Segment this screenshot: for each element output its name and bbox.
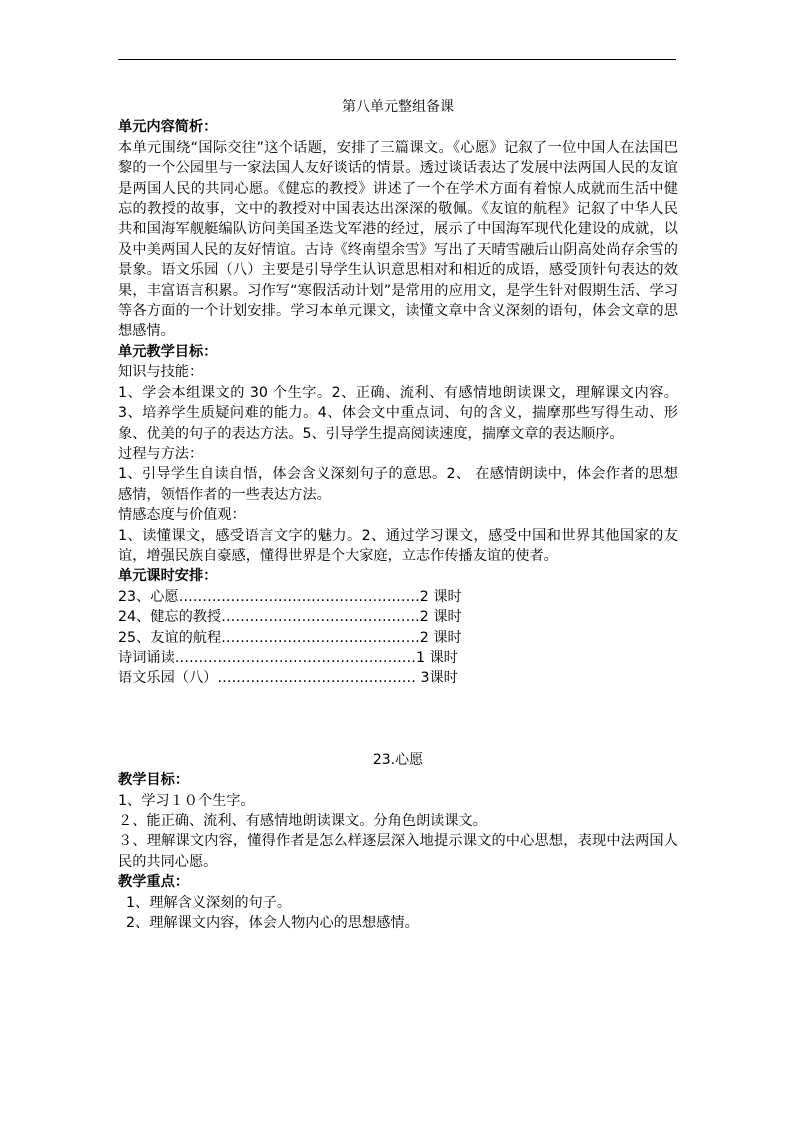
content-heading: 单元内容简析： xyxy=(118,119,218,136)
schedule-item: 24、健忘的教授……………………………………2 课时 xyxy=(118,609,462,626)
process-paragraph: 1、引导学生自读自悟，体会含义深刻句子的意思。2、 在感情朗读中，体会作者的思想感情，领悟作者的一些表达方法。 xyxy=(118,466,678,503)
key-point: 2、理解课文内容，体会人物内心的思想感情。 xyxy=(126,915,419,932)
lesson-goals-heading: 教学目标： xyxy=(118,772,189,789)
document-page xyxy=(118,97,678,933)
key-point: 1、理解含义深刻的句子。 xyxy=(126,894,292,911)
process-label: 过程与方法： xyxy=(118,445,204,462)
unit-title: 第八单元整组备课 xyxy=(342,99,454,115)
lesson-goal: ３、理解课文内容，懂得作者是怎么样逐层深入地提示课文的中心思想，表现中法两国人民的共同心愿。 xyxy=(118,833,678,870)
emotion-label: 情感态度与价值观： xyxy=(118,507,246,524)
knowledge-paragraph: 1、学会本组课文的 30 个生字。2、正确、流利、有感情地朗读课文，理解课文内容。3、培养学生质疑问难的能力。4、体会文中重点词、句的含义，揣摩那些写得生动、形象、优美的句子的表达方法。5、引导学生提高阅读速度，揣摩文章的表达顺序。 xyxy=(118,384,678,442)
schedule-item: 诗词诵读……………………………………………1 课时 xyxy=(118,649,458,666)
section-spacer xyxy=(118,689,678,750)
lesson-title: 23.心愿 xyxy=(372,751,424,768)
knowledge-label: 知识与技能： xyxy=(118,364,204,381)
schedule-item: 25、友谊的航程……………………………………2 课时 xyxy=(118,629,462,646)
schedule-item: 23、心愿……………………………………………2 课时 xyxy=(118,588,462,605)
lesson-goal: ２、能正确、流利、有感情地朗读课文。分角色朗读课文。 xyxy=(118,813,487,829)
key-points-heading: 教学重点： xyxy=(118,874,189,891)
lesson-goal: 1、学习１０个生字。 xyxy=(118,792,255,809)
header-rule xyxy=(118,59,676,60)
emotion-paragraph: 1、读懂课文，感受语言文字的魅力。2、通过学习课文，感受中国和世界其他国家的友谊，增强民族自豪感，懂得世界是个大家庭，立志作传播友谊的使者。 xyxy=(118,527,678,564)
schedule-item: 语文乐园（八）…………………………………… 3课时 xyxy=(118,670,458,687)
schedule-heading: 单元课时安排： xyxy=(118,568,218,585)
goals-heading: 单元教学目标： xyxy=(118,343,218,360)
content-paragraph: 本单元围绕“国际交往”这个话题，安排了三篇课文。《心愿》记叙了一位中国人在法国巴黎的一个公园里与一家法国人友好谈话的情景。透过谈话表达了发展中法两国人民的友谊是两国人民的共同心愿。《健忘的教授》讲述了一个在学术方面有着惊人成就而生活中健忘的教授的故事，文中的教授对中国表达出深深的敬佩。《友谊的航程》记叙了中华人民共和国海军舰艇编队访问美国圣迭戈军港的经过，展示了中国海军现代化建设的成就，以及中美两国人民的友好情谊。古诗《终南望余雪》写出了天晴雪融后山阴高处尚存余雪的景象。语文乐园（八）主要是引导学生认识意思相对和相近的成语，感受顶针句表达的效果，丰富语言积累。习作写“寒假活动计划”是常用的应用文，是学生针对假期生活、学习等各方面的一个计划安排。学习本单元课文，读懂文章中含义深刻的语句，体会文章的思想感情。 xyxy=(118,139,678,340)
